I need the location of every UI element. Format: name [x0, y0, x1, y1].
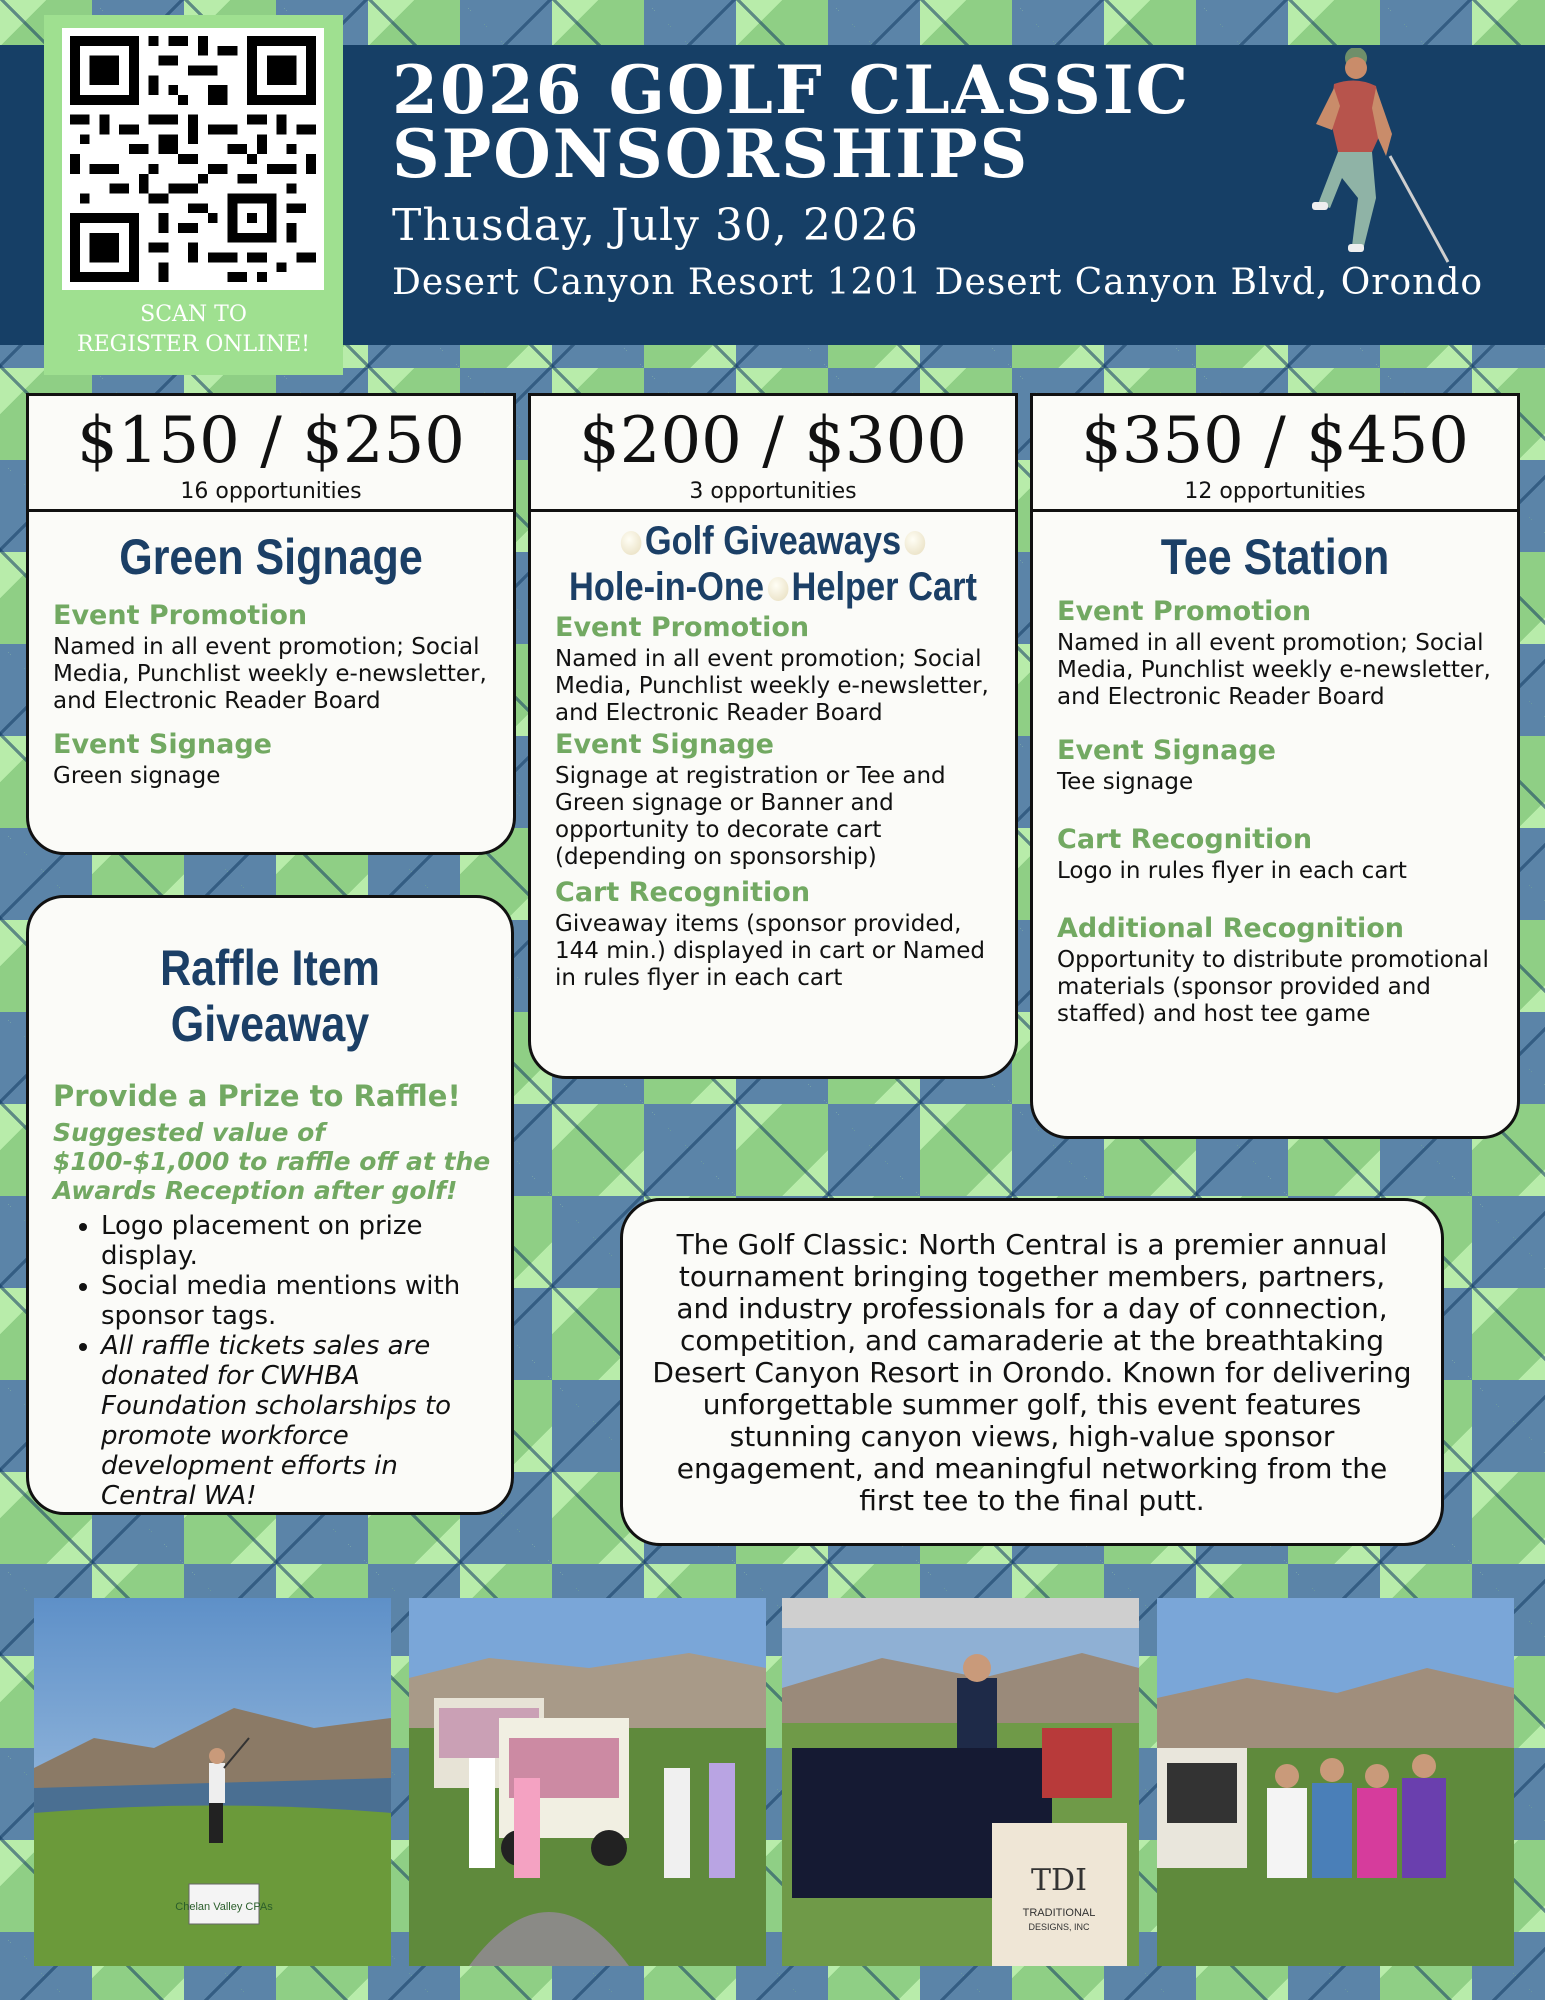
- tier-section-signage: [531, 729, 1015, 871]
- section-heading: Cart Recognition: [555, 877, 811, 908]
- tier-title-line1: Golf Giveaways: [644, 519, 902, 563]
- group-photo-icon: [1157, 1598, 1514, 1966]
- tier-card-tee-station: [1030, 393, 1520, 1139]
- photo-group-golfers: [1157, 1598, 1514, 1966]
- raffle-title-line1: Raffle Item: [160, 940, 380, 996]
- tier-opportunities: 3 opportunities: [689, 479, 857, 504]
- tier-card-green-signage: [26, 393, 516, 855]
- tier-section-cart: [1033, 824, 1517, 885]
- title-line2: SPONSORSHIPS: [392, 115, 1030, 193]
- tier-opportunities: 16 opportunities: [180, 479, 362, 504]
- section-heading: Event Signage: [53, 729, 272, 760]
- photo-sponsor-booth: [782, 1598, 1139, 1966]
- price-cap: [29, 396, 513, 512]
- section-text: Logo in rules flyer in each cart: [1057, 858, 1407, 884]
- tier-price: $350 / $450: [1081, 404, 1469, 478]
- tier-title: Tee Station: [1160, 529, 1390, 585]
- booth-logo: TDI: [1031, 1863, 1087, 1898]
- section-heading: Event Promotion: [1057, 596, 1312, 627]
- carts-photo-icon: [409, 1598, 766, 1966]
- golfer-photo-icon: [34, 1598, 391, 1966]
- qr-caption-line1: SCAN TO: [140, 302, 247, 327]
- qr-caption: [44, 300, 343, 360]
- list-item: • All raffle tickets sales are donated for CWHBA Foundation scholarships to promote workforce development efforts in Central WA!: [101, 1331, 491, 1511]
- raffle-title: [63, 940, 478, 1052]
- event-description: The Golf Classic: North Central is a premier annual tournament bringing together members, partners, and industry professionals for a day of connection, competition, and camaraderie at the breathtaking Desert Canyon Resort in Orondo. Known for delivering unforgettable summer golf, this event features stunning canyon views, high-value sponsor engagement, and meaningful networking from the first tee to the final putt.: [620, 1198, 1444, 1546]
- raffle-benefits-list: [29, 1211, 511, 1511]
- raffle-title-line2: Giveaway: [170, 996, 370, 1052]
- raffle-card: [26, 895, 514, 1515]
- section-heading: Event Promotion: [555, 612, 810, 643]
- section-heading: Event Promotion: [53, 600, 308, 631]
- tier-opportunities: 12 opportunities: [1184, 479, 1366, 504]
- section-text: Giveaway items (sponsor provided, 144 min.) displayed in cart or Named in rules flyer in each cart: [555, 911, 986, 991]
- photo-golf-carts: [409, 1598, 766, 1966]
- price-cap: [531, 396, 1015, 512]
- tier-section-signage: [1033, 735, 1517, 796]
- golf-ball-icon: [621, 531, 642, 555]
- section-text: Green signage: [53, 763, 221, 789]
- golf-ball-icon: [905, 531, 926, 555]
- list-item: • Social media mentions with sponsor tags.: [101, 1271, 491, 1331]
- tier-title: [565, 518, 981, 610]
- list-item: • Logo placement on prize display.: [101, 1211, 491, 1271]
- tier-section-promotion: [531, 612, 1015, 727]
- booth-photo-icon: [782, 1598, 1139, 1966]
- price-cap: [1033, 396, 1517, 512]
- section-heading: Event Signage: [1057, 735, 1276, 766]
- qr-panel: [44, 15, 343, 375]
- photo-golfer-tee: [34, 1598, 391, 1966]
- raffle-heading: Provide a Prize to Raffle!: [53, 1079, 461, 1113]
- booth-text-line1: TRADITIONAL: [1022, 1907, 1096, 1919]
- tier-title-line2a: Hole-in-One: [569, 565, 764, 609]
- qr-code[interactable]: [62, 28, 324, 290]
- section-heading: Additional Recognition: [1057, 913, 1405, 944]
- section-text: Named in all event promotion; Social Media, Punchlist weekly e-newsletter, and Electronic Reader Board: [53, 634, 487, 714]
- tier-price: $150 / $250: [77, 404, 465, 478]
- qr-code-icon: [70, 36, 316, 282]
- golfer-illustration-icon: [1272, 48, 1472, 268]
- tee-sign-text: Chelan Valley CPAs: [175, 1901, 273, 1913]
- section-text: Tee signage: [1057, 769, 1194, 795]
- golf-ball-icon: [767, 577, 788, 601]
- tier-card-golf-giveaways: [528, 393, 1018, 1079]
- event-venue: Desert Canyon Resort 1201 Desert Canyon Blvd, Orondo: [392, 262, 1484, 303]
- tier-section-signage: [29, 729, 513, 790]
- tier-section-additional: [1033, 913, 1517, 1028]
- tier-price: $200 / $300: [579, 404, 967, 478]
- section-heading: Cart Recognition: [1057, 824, 1313, 855]
- section-text: Signage at registration or Tee and Green signage or Banner and opportunity to decorate cart (depending on sponsorship): [555, 763, 946, 870]
- booth-text-line2: DESIGNS, INC: [1028, 1922, 1090, 1932]
- section-text: Named in all event promotion; Social Media, Punchlist weekly e-newsletter, and Electronic Reader Board: [1057, 630, 1491, 710]
- page-title: [392, 51, 1191, 193]
- raffle-suggestion: Suggested value of $100-$1,000 to raffle off at the Awards Reception after golf!: [53, 1118, 491, 1205]
- section-text: Named in all event promotion; Social Media, Punchlist weekly e-newsletter, and Electronic Reader Board: [555, 646, 989, 726]
- section-heading: Event Signage: [555, 729, 774, 760]
- tier-section-promotion: [29, 600, 513, 715]
- qr-caption-line2: REGISTER ONLINE!: [77, 332, 310, 357]
- tier-section-promotion: [1033, 596, 1517, 711]
- title-line1: 2026 GOLF CLASSIC: [392, 51, 1191, 129]
- tier-section-cart: [531, 877, 1015, 992]
- tier-title: Green Signage: [119, 529, 423, 585]
- event-date: Thusday, July 30, 2026: [392, 200, 919, 251]
- section-text: Opportunity to distribute promotional materials (sponsor provided and staffed) and host tee game: [1057, 947, 1489, 1027]
- tier-title-line2b: Helper Cart: [791, 565, 977, 609]
